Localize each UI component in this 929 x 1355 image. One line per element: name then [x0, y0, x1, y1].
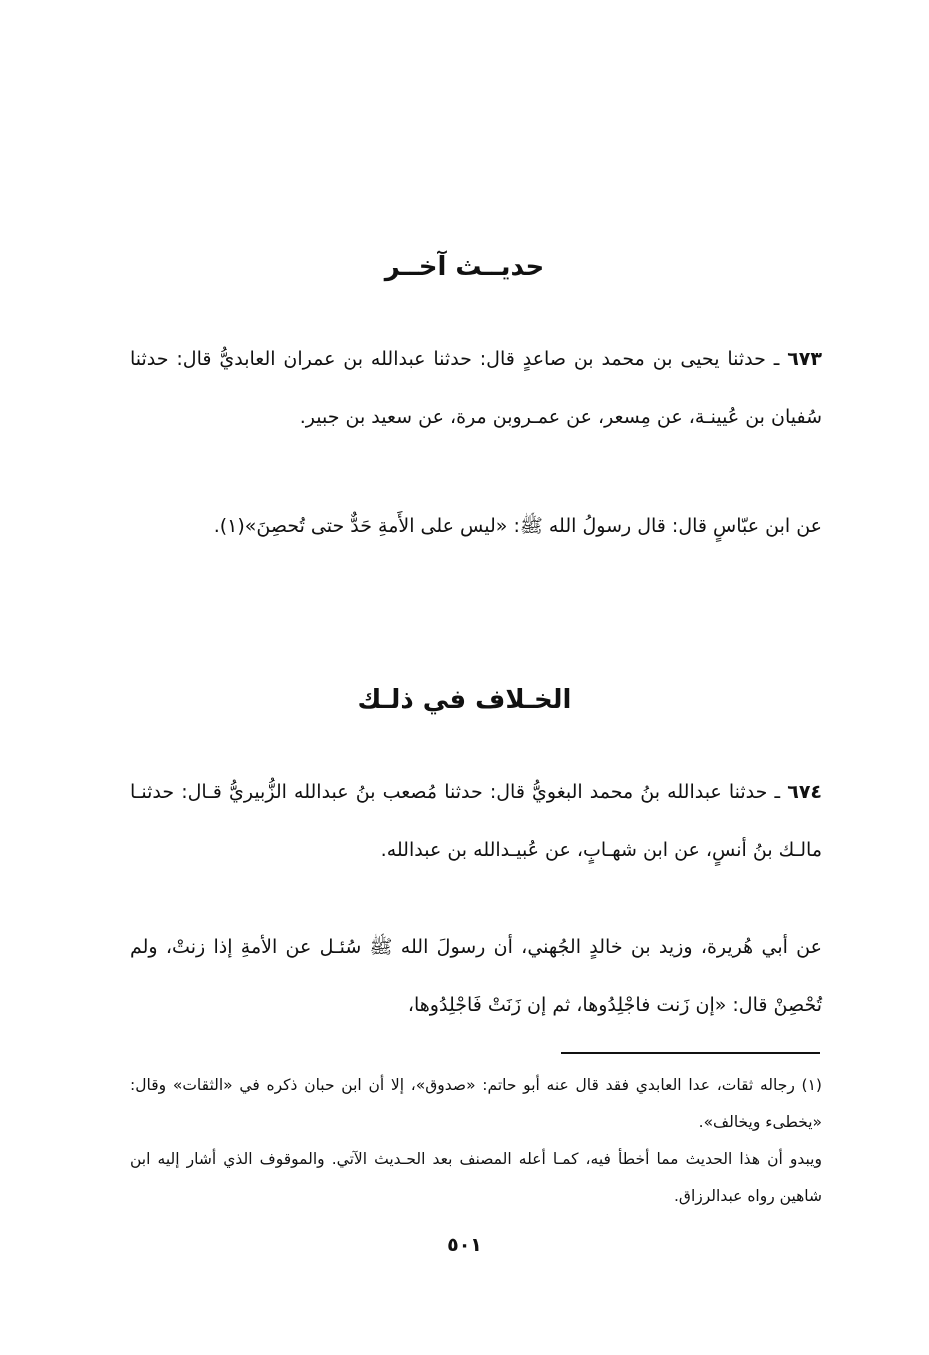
hadith-673-isnad	[130, 330, 822, 446]
matn-text: عن ابن عبّاسٍ قال: قال رسولُ الله ﷺ: «ليس على الأَمةِ حَدٌّ حتى تُحصِنَ»(١).	[213, 515, 822, 537]
footnote-divider	[561, 1052, 820, 1054]
hadith-673-matn	[130, 497, 822, 555]
isnad-line: الزُّبيريُّ قـال: حدثنـا مالـك بنُ أنسٍ، عن ابن شهـابٍ، عن عُبيـدالله بن	[130, 781, 822, 861]
isnad-line: العابديُّ قال: حدثنا سُفيان بن عُيينـة، عن مِسعر، عن عمـروبن مرة، عن	[130, 348, 822, 428]
footnote-1-continued	[130, 1141, 822, 1215]
footnote-line: ذكره في «الثقات» وقال: «يخطىء ويخالف».	[130, 1076, 822, 1131]
footnote-line: ويبدو أن هذا الحديث مما أخطأ فيه، كمـا أعله المصنف بعد الحـديث الآتي.	[331, 1150, 822, 1168]
matn-text: عن أبي هُريرة، وزيد بن خالدٍ الجُهني، أن رسولَ الله ﷺ سُئـل عن الأمةِ إذا زنتْ، ولم تُحْصِنْ قال: «إن زَنت فاجْلِدُوها، ثم إن زَنَتْ فَاجْلِدُوها،	[130, 936, 822, 1016]
hadith-674-matn	[130, 918, 822, 1034]
footnote-1	[130, 1067, 822, 1141]
hadith-674-isnad	[130, 763, 822, 879]
hadith-number: ٦٧٣	[787, 348, 822, 370]
isnad-line: عبدالله.	[380, 839, 442, 861]
section-heading-disagreement: الخـلاف في ذلـك	[357, 685, 572, 715]
footnote-line: والموقوف الذي أشار إليه ابن شاهين رواه عبدالرزاق.	[130, 1150, 822, 1205]
section-heading-another-hadith: حديــث آخــر	[384, 252, 545, 282]
isnad-line: ـ حدثنا عبدالله بنُ محمد البغويُّ قال: حدثنا مُصعب بنُ عبدالله	[294, 781, 781, 803]
hadith-number: ٦٧٤	[787, 781, 823, 803]
page-number: ٥٠١	[447, 1234, 482, 1256]
footnote-line: (١) رجاله ثقات، عدا العابدي فقد قال عنه أبو حاتم: «صدوق»، إلا أن ابن حبان	[304, 1076, 822, 1094]
isnad-line: سعيد بن جبير.	[299, 406, 413, 428]
isnad-line: ـ حدثنا يحيى بن محمد بن صاعدٍ قال: حدثنا عبدالله بن عمران	[283, 348, 780, 370]
